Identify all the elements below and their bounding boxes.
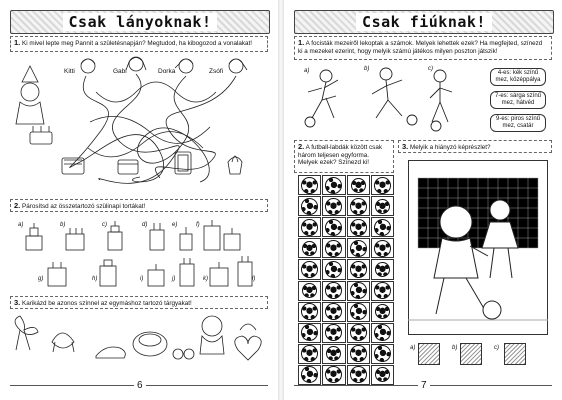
football-icon [346, 236, 370, 260]
football-grid [298, 175, 394, 385]
goal-scene-illustration [408, 160, 548, 335]
football-icon [371, 342, 395, 366]
football-icon [374, 177, 391, 194]
ball-icon [483, 301, 501, 319]
football-icon [301, 345, 318, 362]
right-task-2-number: 2. [298, 142, 305, 151]
player-label-b: b) [364, 66, 370, 72]
ball-cell[interactable] [298, 302, 321, 322]
ball-cell[interactable] [347, 344, 370, 364]
ball-cell[interactable] [322, 344, 345, 364]
ball-cell[interactable] [347, 196, 370, 216]
ball-cell[interactable] [322, 323, 345, 343]
cake-label-i: i) [140, 276, 144, 282]
ball-cell[interactable] [298, 175, 321, 195]
piece-label-b: b) [452, 345, 458, 351]
player-c-figure [430, 70, 452, 131]
name-zsofi: Zsófi [209, 68, 224, 75]
cake-plate-icon [133, 332, 167, 356]
football-icon [301, 261, 318, 278]
cake-icon [108, 221, 122, 250]
football-icon [322, 215, 346, 239]
cake-icon [100, 260, 116, 286]
right-task-3-number: 3. [402, 142, 409, 151]
football-icon [301, 177, 318, 194]
ball-icon [305, 117, 315, 127]
cake-icon [180, 227, 192, 250]
cakes-illustration [0, 216, 278, 296]
cake-icon [66, 228, 84, 250]
football-icon [325, 324, 342, 341]
football-icon [302, 283, 317, 298]
football-icon [346, 300, 370, 324]
ball-cell[interactable] [298, 323, 321, 343]
left-task-3-number: 3. [14, 298, 21, 307]
ball-cell[interactable] [371, 302, 394, 322]
left-task-1 [10, 36, 268, 52]
football-icon [374, 282, 391, 299]
football-icon [375, 262, 390, 277]
bow-icon [15, 316, 38, 350]
name-gabi: Gabi [113, 68, 127, 75]
ball-cell[interactable] [298, 238, 321, 258]
ball-cell[interactable] [298, 196, 321, 216]
ball-icon [407, 115, 417, 125]
right-task-2 [294, 140, 394, 173]
shoe-icon [96, 347, 125, 358]
ball-cell[interactable] [371, 344, 394, 364]
cake-label-k: k) [203, 276, 208, 282]
cake-label-l: l) [252, 276, 256, 282]
football-icon [346, 279, 370, 303]
football-icon [322, 258, 346, 282]
cake-label-a: a) [18, 222, 24, 228]
ball-cell[interactable] [322, 196, 345, 216]
cake-label-b: b) [60, 222, 66, 228]
ball-cell[interactable] [371, 259, 394, 279]
right-task-2-text: A futball-labdák között csak három teljesen egyforma. Melyek ezek? Színezd ki! [298, 144, 382, 167]
football-icon [371, 215, 395, 239]
football-icon [350, 366, 367, 383]
football-icon [301, 219, 318, 236]
left-page-number: 6 [134, 380, 146, 391]
ball-cell[interactable] [322, 365, 345, 385]
cake-icon [204, 220, 240, 250]
right-task-3 [398, 140, 552, 153]
cake-label-g: g) [38, 276, 44, 282]
left-task-3 [10, 296, 268, 309]
ball-cell[interactable] [322, 238, 345, 258]
girl-portrait-icon [202, 316, 222, 336]
info-bubble-4: 4-es: kék színű mez, középpálya [490, 68, 546, 86]
ball-cell[interactable] [347, 323, 370, 343]
player-label-c: c) [428, 66, 433, 72]
ball-icon [431, 121, 441, 131]
right-task-1-text: A focisták mezeiről lekoptak a számok. Melyek lehettek ezek? Ha megfejted, színezd ki a mezeket ezerint, hogy melyik számú játékos milyen poszton játszik! [298, 40, 543, 55]
cake-label-f: f) [196, 222, 200, 228]
football-icon [325, 282, 342, 299]
football-icon [301, 303, 318, 320]
cake-icon [148, 264, 164, 286]
football-icon [350, 324, 367, 341]
puzzle-piece-c[interactable] [504, 343, 526, 365]
football-icon [350, 198, 367, 215]
name-kitti: Kitti [64, 68, 75, 75]
dress-icon [52, 333, 74, 352]
ball-cell[interactable] [298, 259, 321, 279]
left-task-3-text: Karikázd be azonos színnel az egymáshoz tartozó tárgyakat! [22, 300, 192, 307]
cake-icon [48, 262, 66, 286]
left-page [0, 0, 278, 400]
football-icon [375, 199, 390, 214]
left-task-2 [10, 199, 268, 212]
cake-label-c: c) [102, 222, 107, 228]
ball-cell[interactable] [298, 217, 321, 237]
objects-illustration [0, 310, 278, 380]
puzzle-piece-b[interactable] [460, 343, 482, 365]
ball-cell[interactable] [371, 238, 394, 258]
info-bubble-9: 9-es: piros színű mez, csatár [490, 114, 546, 132]
football-icon [371, 321, 395, 345]
player-b-figure [372, 68, 417, 125]
ball-cell[interactable] [347, 302, 370, 322]
right-title: Csak fiúknak! [356, 13, 492, 31]
glasses-icon [173, 349, 183, 359]
left-title: Csak lányoknak! [63, 13, 218, 31]
cake-label-j: j) [172, 276, 176, 282]
football-icon [325, 240, 342, 257]
maze-illustration [0, 52, 278, 192]
info-bubble-7: 7-es: sárga színű mez, hátvéd [490, 91, 546, 109]
ball-cell[interactable] [298, 281, 321, 301]
football-icon [298, 363, 322, 387]
left-task-2-text: Párosítsd az összetartozó szülinapi tortákat! [22, 203, 146, 210]
football-icon [350, 261, 367, 278]
ball-cell[interactable] [347, 281, 370, 301]
ball-cell[interactable] [347, 217, 370, 237]
football-icon [326, 346, 341, 361]
party-hat [22, 66, 38, 82]
football-icon [325, 366, 342, 383]
ball-cell[interactable] [322, 259, 345, 279]
left-task-1-text: Ki mivel lepte meg Pannit a születésnapján? Megtudod, ha kibogozod a vonalakat! [22, 40, 252, 47]
cake-label-h: h) [92, 276, 98, 282]
football-icon [302, 241, 317, 256]
left-title-bar [10, 10, 270, 34]
left-task-2-number: 2. [14, 201, 21, 210]
piece-label-c: c) [494, 345, 499, 351]
cake-icon [238, 256, 252, 286]
ball-cell[interactable] [371, 365, 394, 385]
ball-cell[interactable] [371, 175, 394, 195]
ball-cell[interactable] [322, 302, 345, 322]
football-icon [325, 303, 342, 320]
football-icon [350, 345, 367, 362]
right-task-1-number: 1. [298, 38, 305, 47]
ball-cell[interactable] [347, 238, 370, 258]
puzzle-piece-a[interactable] [418, 343, 440, 365]
right-page-number: 7 [418, 380, 430, 391]
player-a-figure [305, 70, 338, 127]
ball-cell[interactable] [347, 175, 370, 195]
football-icon [350, 219, 367, 236]
gift-jewelry-box [118, 160, 138, 174]
football-icon [374, 240, 391, 257]
football-icon [351, 178, 366, 193]
left-task-1-number: 1. [14, 38, 21, 47]
name-dorka: Dorka [158, 68, 176, 75]
ball-cell[interactable] [298, 344, 321, 364]
football-icon [298, 321, 322, 345]
cake-icon [180, 258, 194, 286]
cake-label-e: e) [172, 222, 178, 228]
ball-cell[interactable] [322, 175, 345, 195]
right-task-3-text: Melyik a hiányzó képrészlet? [410, 144, 491, 151]
cake-icon [150, 223, 164, 250]
goal-net [418, 178, 538, 248]
ball-cell[interactable] [371, 196, 394, 216]
players-illustration [300, 62, 500, 137]
right-task-1 [294, 36, 552, 60]
gift-bag [228, 157, 242, 174]
football-icon [325, 198, 342, 215]
cake-icon [210, 262, 228, 286]
football-icon [298, 194, 322, 218]
cake-label-d: d) [142, 222, 148, 228]
football-icon [375, 304, 390, 319]
heart-necklace-icon [235, 336, 261, 360]
ball-cell[interactable] [298, 365, 321, 385]
ball-cell[interactable] [371, 323, 394, 343]
ball-cell[interactable] [322, 217, 345, 237]
ball-cell[interactable] [322, 281, 345, 301]
ball-cell[interactable] [371, 217, 394, 237]
player-label-a: a) [304, 68, 310, 74]
right-title-bar [294, 10, 554, 34]
cake-icon [26, 223, 42, 250]
piece-label-a: a) [410, 345, 416, 351]
football-icon [322, 173, 346, 197]
ball-cell[interactable] [347, 259, 370, 279]
girl-face-gabi [129, 57, 143, 71]
ball-cell[interactable] [371, 281, 394, 301]
ball-cell[interactable] [347, 365, 370, 385]
football-icon [375, 367, 390, 382]
